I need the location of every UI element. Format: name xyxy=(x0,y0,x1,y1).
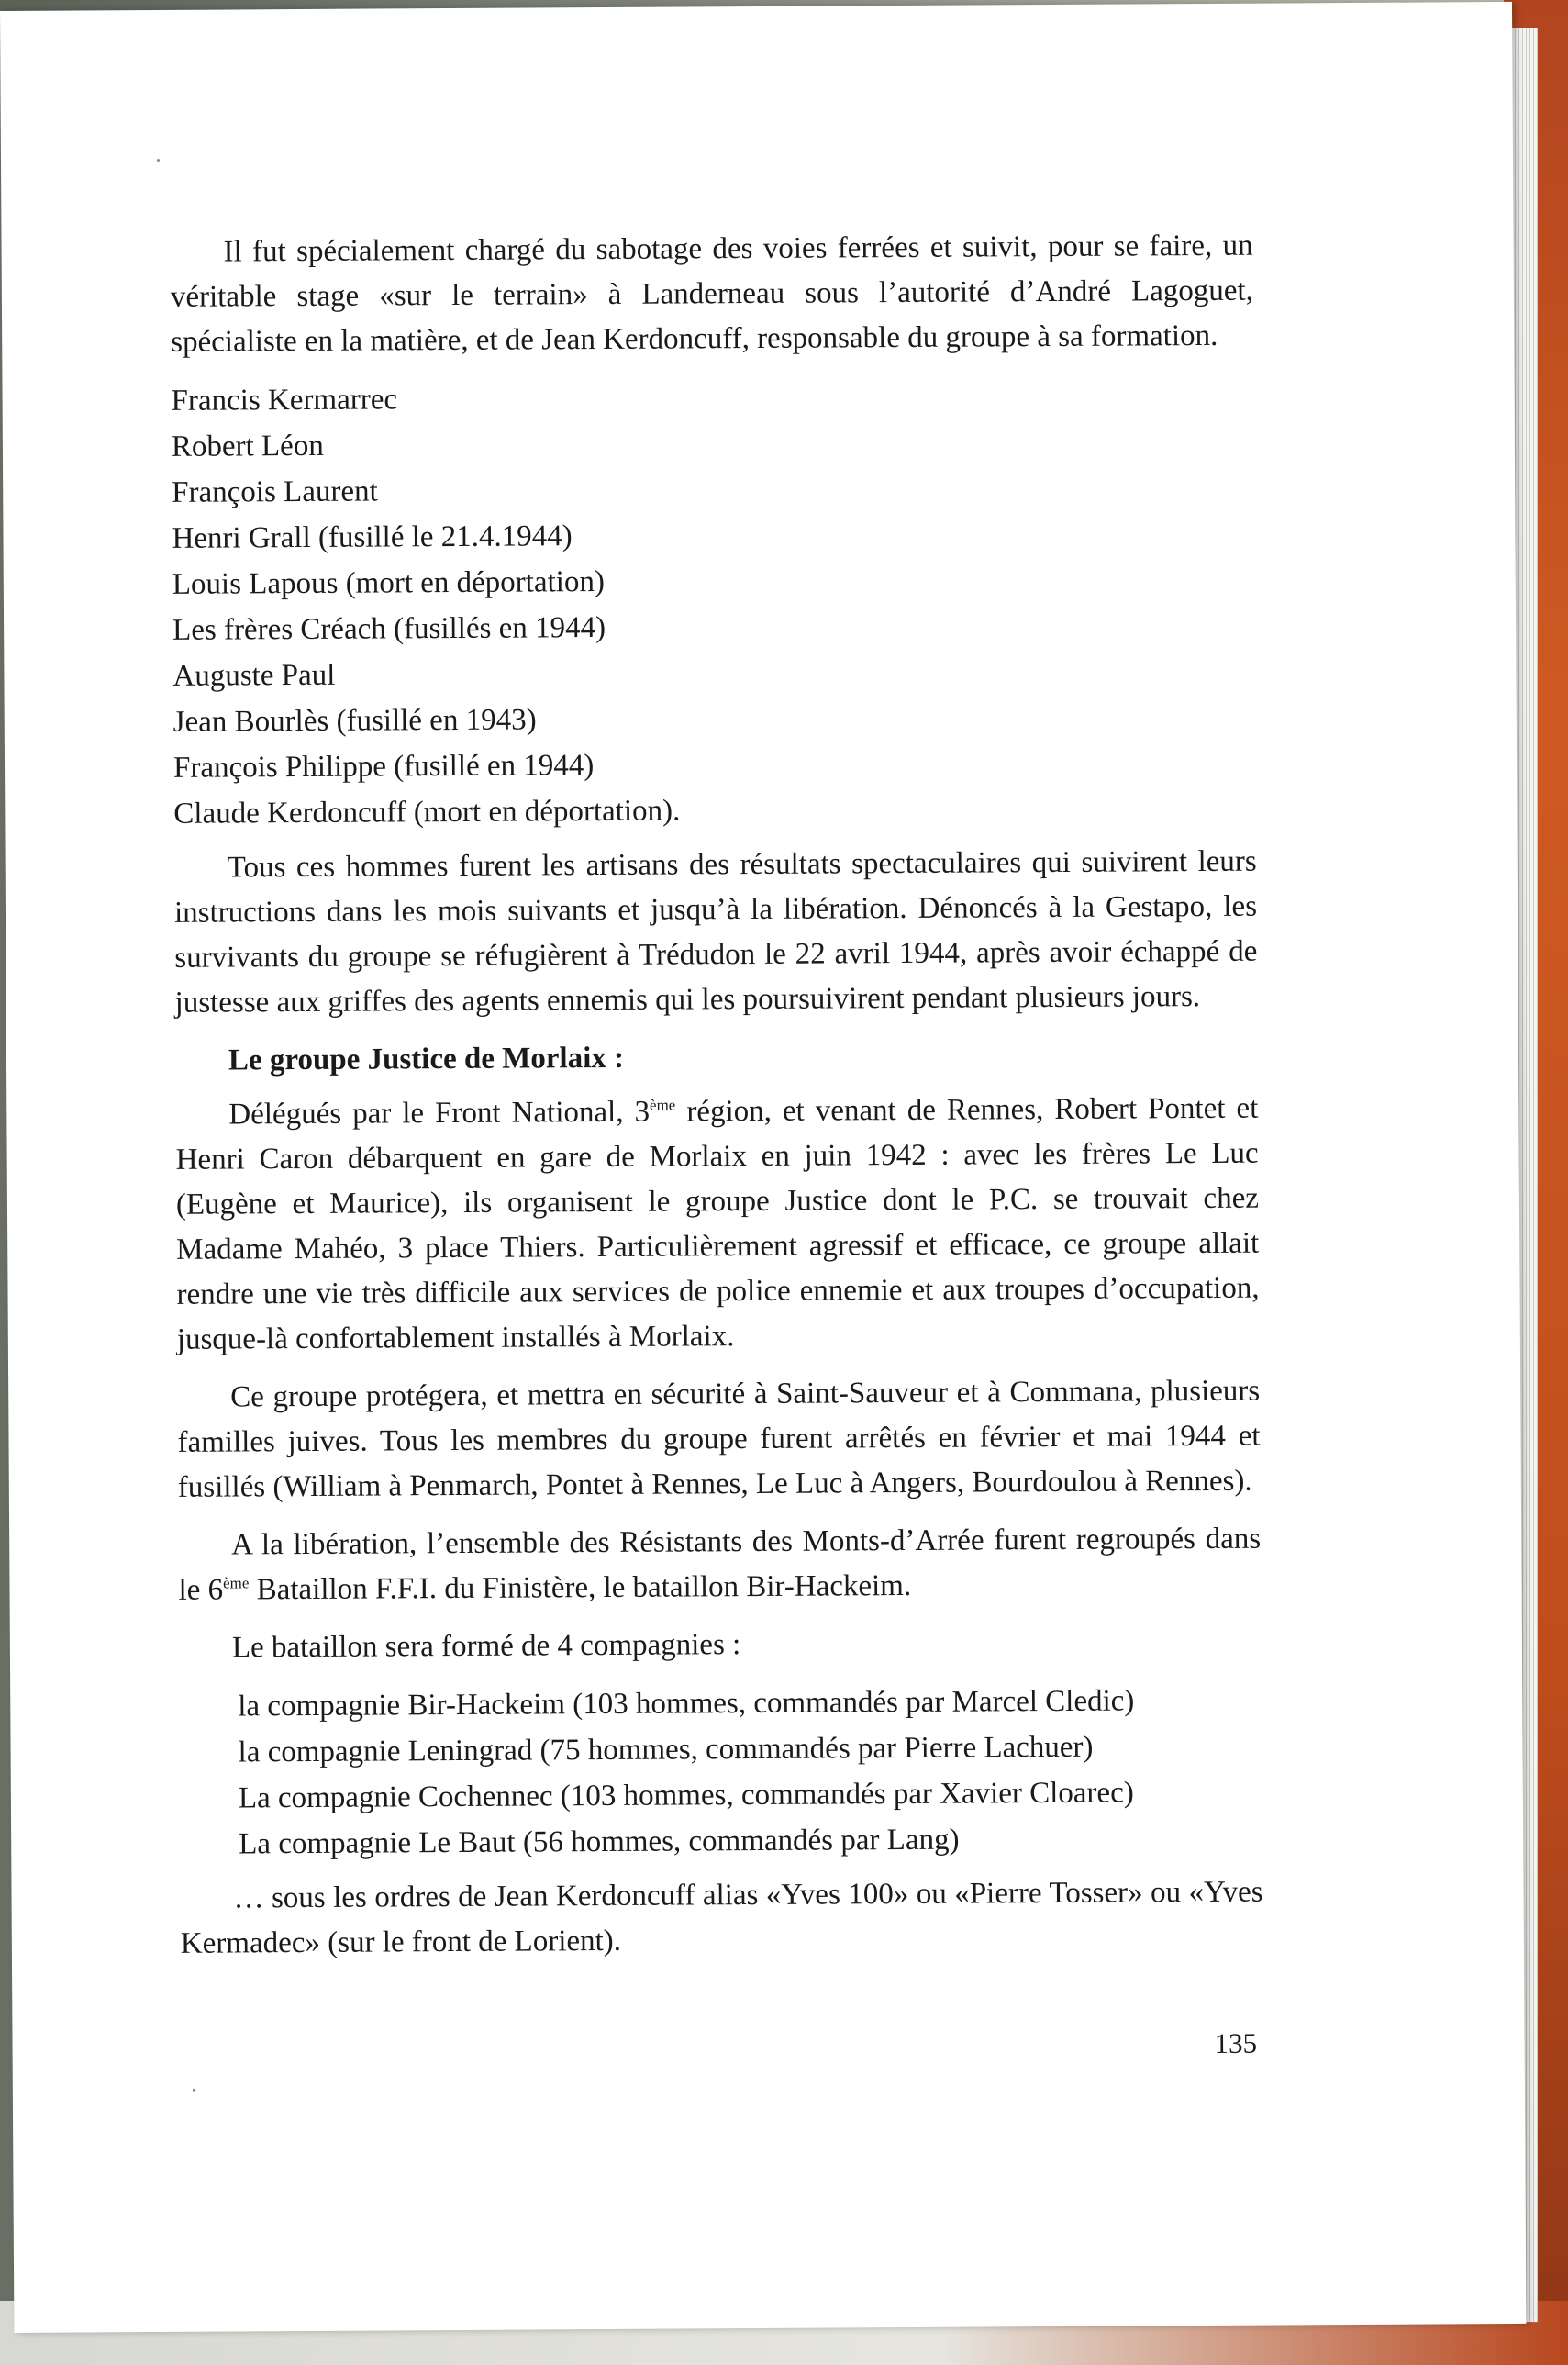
list-item: La compagnie Cochennec (103 hommes, commandés par Xavier Cloarec) xyxy=(238,1776,1134,1815)
paragraph-text: A la libération, l’ensemble des Résistants des Monts-d’Arrée furent regroupés dans le 6 xyxy=(178,1522,1262,1607)
battalion-paragraph: Le bataillon sera formé de 4 compagnies : xyxy=(231,1628,741,1665)
companies-list xyxy=(179,1678,1262,1868)
list-item: Claude Kerdoncuff (mort en déportation). xyxy=(173,794,681,831)
list-item: la compagnie Leningrad (75 hommes, commandés par Pierre Lachuer) xyxy=(238,1730,1094,1769)
superscript: ème xyxy=(649,1096,676,1114)
list-item: François Philippe (fusillé en 1944) xyxy=(172,749,595,785)
closing-paragraph: … sous les ordres de Jean Kerdoncuff alias «Yves 100» ou «Pierre Tosser» ou «Yves Kermadec» (sur le front de Lorient). xyxy=(180,1875,1263,1960)
justice-group-paragraph xyxy=(175,1087,1260,1363)
book-page xyxy=(0,2,1526,2333)
list-item: Henri Grall (fusillé le 21.4.1944) xyxy=(172,519,573,555)
section-heading: Le groupe Justice de Morlaix : xyxy=(228,1041,625,1077)
paragraph-text: Délégués par le Front National, 3 xyxy=(228,1095,651,1132)
paragraph-text: région, et venant de Rennes, Robert Pontet et Henri Caron débarquent en gare de Morlaix en juin 1942 : avec les frères Le Luc (Eugène et Maurice), ils organisent le groupe Justice dont le P.C. se trouvait chez Madame Mahéo, 3 place Thiers. Particulièrement agressif et efficace, ce groupe allait rendre une vie très difficile aux services de police ennemie et aux troupes d’occupation, jusque-là confortablement installés à Morlaix. xyxy=(175,1091,1260,1356)
paragraph-text: Bataillon F.F.I. du Finistère, le bataillon Bir-Hackeim. xyxy=(249,1568,912,1607)
list-item: François Laurent xyxy=(172,474,378,509)
protection-paragraph: Ce groupe protégera, et mettra en sécurité à Saint-Sauveur et à Commana, plusieurs familles juives. Tous les membres du groupe furent arrêtés en février et mai 1944 et fusillés (William à Penmarch, Pontet à Rennes, Le Luc à Angers, Bourdoulou à Rennes). xyxy=(177,1374,1261,1504)
liberation-paragraph xyxy=(178,1517,1262,1613)
intro-paragraph: Il fut spécialement chargé du sabotage des voies ferrées et suivit, pour se faire, un véritable stage «sur le terrain» à Landerneau sous l’autorité d’André Lagoguet, spécialiste en la matière, et de Jean Kerdoncuff, responsable du groupe à sa formation. xyxy=(170,229,1253,359)
superscript: ème xyxy=(222,1574,250,1592)
list-item: Les frères Créach (fusillés en 1944) xyxy=(172,610,606,647)
page-number: 135 xyxy=(1214,2026,1258,2059)
list-item: La compagnie Le Baut (56 hommes, commandés par Lang) xyxy=(239,1823,960,1861)
resistant-names-list xyxy=(171,372,1256,837)
paper-speck xyxy=(157,159,160,162)
list-item: Louis Lapous (mort en déportation) xyxy=(172,564,605,601)
list-item: Robert Léon xyxy=(171,429,324,463)
paper-speck xyxy=(193,2089,195,2092)
list-item: Jean Bourlès (fusillé en 1943) xyxy=(172,703,537,739)
list-item: Francis Kermarrec xyxy=(171,383,398,418)
page-text-block xyxy=(170,224,1263,1980)
list-item: Auguste Paul xyxy=(172,658,336,693)
results-paragraph: Tous ces hommes furent les artisans des résultats spectaculaires qui suivirent leurs instructions dans les mois suivants et jusqu’à la libération. Dénoncés à la Gestapo, les survivants du groupe se réfugièrent à Trédudon le 22 avril 1944, après avoir échappé de justesse aux griffes des agents ennemis qui les poursuivirent pendant plusieurs jours. xyxy=(173,844,1258,1020)
list-item: la compagnie Bir-Hackeim (103 hommes, commandés par Marcel Cledic) xyxy=(238,1684,1135,1724)
